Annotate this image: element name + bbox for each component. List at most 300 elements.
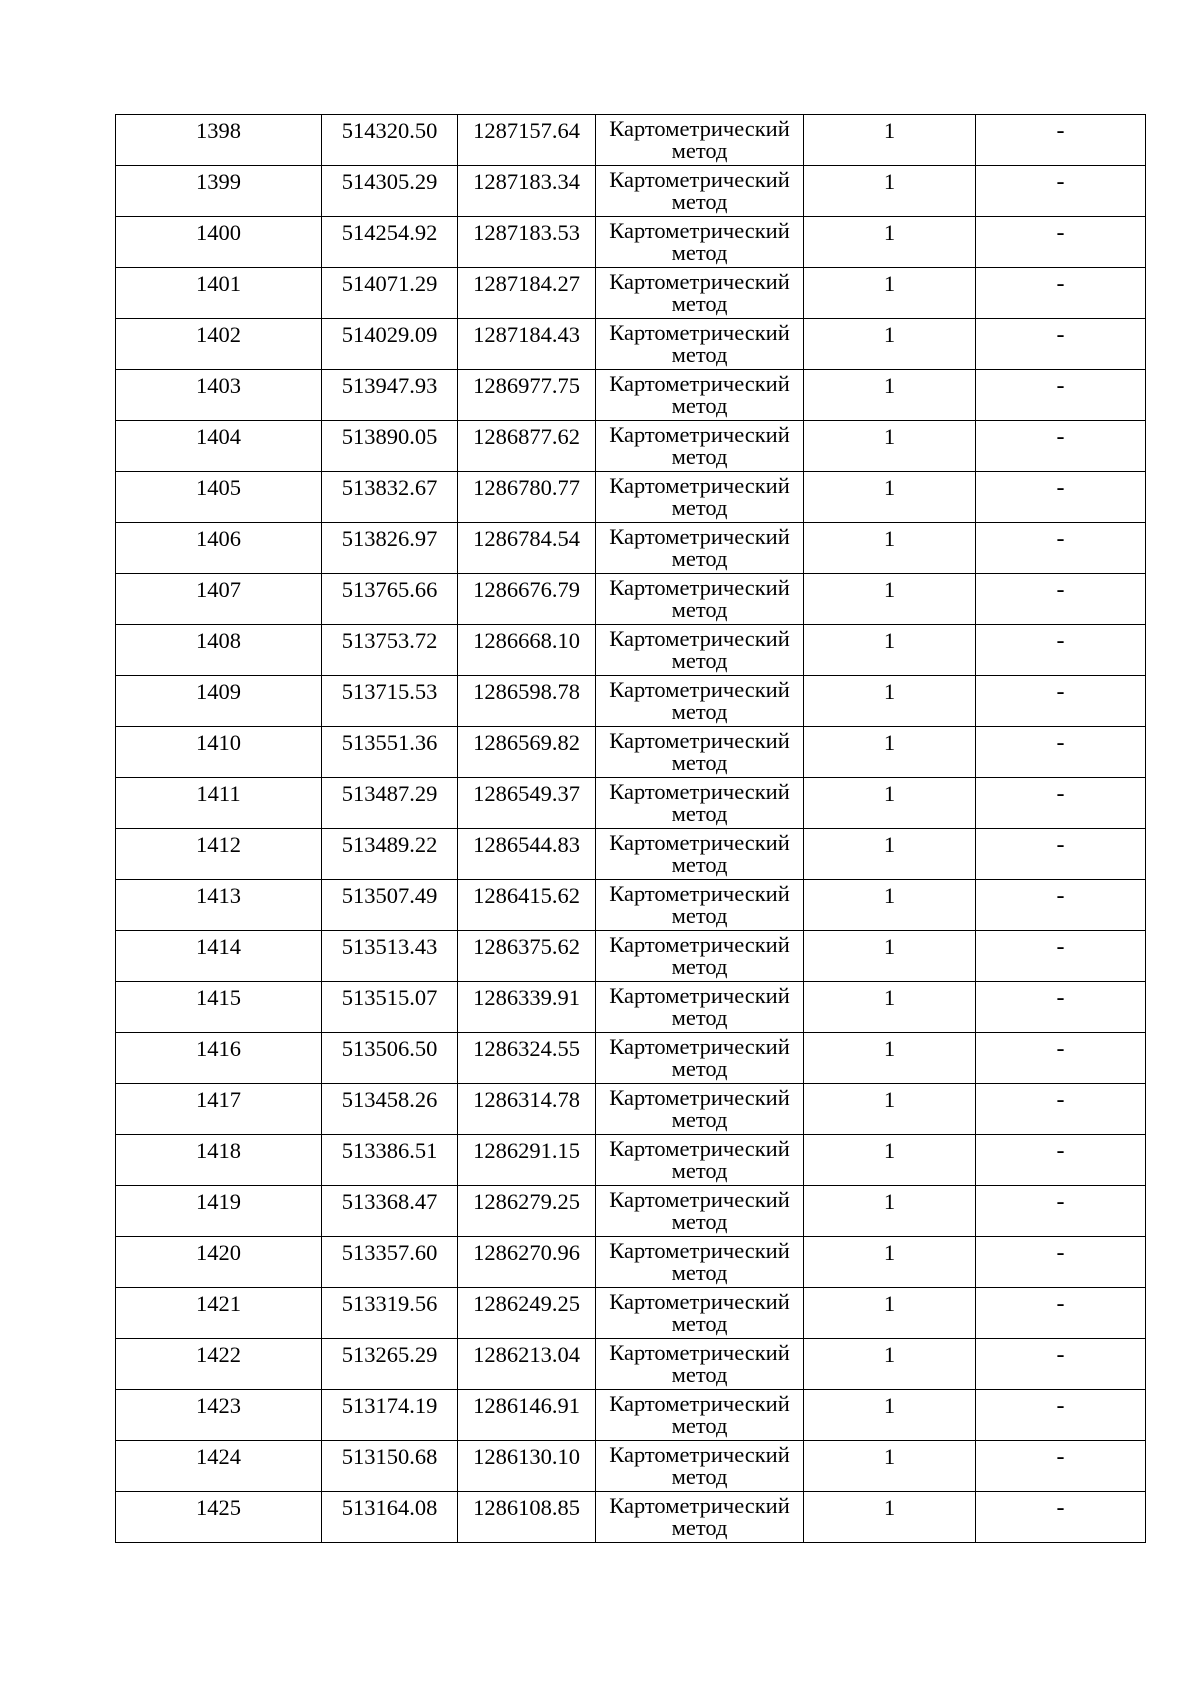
x-coordinate: 514029.09 [341,322,438,347]
point-number: 1401 [196,271,241,296]
x-coordinate: 514254.92 [341,220,438,245]
note-cell [976,421,1146,472]
x-coordinate: 513551.36 [341,730,438,755]
method-line-1: Картометрический [609,116,790,141]
y-coordinate-cell [458,676,596,727]
method-line-1: Картометрический [609,320,790,345]
table-row [116,982,1146,1033]
point-number-cell [116,1186,322,1237]
note-cell [976,1441,1146,1492]
accuracy-cell [804,268,976,319]
method-line-2: метод [671,600,728,622]
method-line-1: Картометрический [609,1085,790,1110]
point-number-cell [116,574,322,625]
accuracy-cell [804,1033,976,1084]
table-row [116,931,1146,982]
note-cell [976,1288,1146,1339]
method-cell [596,1084,804,1135]
x-coordinate-cell [322,370,458,421]
point-number-cell [116,625,322,676]
y-coordinate: 1286668.10 [473,628,580,653]
method-line-1: Картометрический [609,677,790,702]
accuracy-value: 1 [883,679,896,704]
point-number: 1410 [196,730,241,755]
table-row [116,115,1146,166]
y-coordinate-cell [458,370,596,421]
x-coordinate-cell [322,1186,458,1237]
accuracy-cell [804,778,976,829]
y-coordinate-cell [458,1288,596,1339]
method-cell [596,1186,804,1237]
accuracy-cell [804,1186,976,1237]
point-number: 1404 [196,424,241,449]
accuracy-value: 1 [883,271,896,296]
y-coordinate-cell [458,574,596,625]
accuracy-value: 1 [883,424,896,449]
point-number-cell [116,829,322,880]
accuracy-value: 1 [883,1393,896,1418]
y-coordinate: 1287184.27 [473,271,580,296]
accuracy-cell [804,166,976,217]
method-cell [596,472,804,523]
method-line-2: метод [671,1110,728,1132]
coordinates-table [115,114,1146,1543]
method-line-1: Картометрический [609,1238,790,1263]
point-number-cell [116,1492,322,1543]
note-value: - [1056,934,1065,960]
note-cell [976,268,1146,319]
method-line-2: метод [671,294,728,316]
note-cell [976,931,1146,982]
table-row [116,829,1146,880]
x-coordinate: 513715.53 [341,679,438,704]
note-value: - [1056,883,1065,909]
note-value: - [1056,1138,1065,1164]
y-coordinate: 1286544.83 [473,832,580,857]
method-cell [596,319,804,370]
method-cell [596,1339,804,1390]
x-coordinate-cell [322,778,458,829]
method-line-2: метод [671,1416,728,1438]
note-cell [976,1084,1146,1135]
table-row [116,166,1146,217]
x-coordinate-cell [322,676,458,727]
note-value: - [1056,628,1065,654]
x-coordinate: 513513.43 [341,934,438,959]
y-coordinate: 1287157.64 [473,118,580,143]
point-number-cell [116,1033,322,1084]
y-coordinate: 1286598.78 [473,679,580,704]
x-coordinate: 513265.29 [341,1342,438,1367]
x-coordinate-cell [322,166,458,217]
method-line-2: метод [671,498,728,520]
x-coordinate-cell [322,319,458,370]
method-cell [596,1492,804,1543]
note-cell [976,829,1146,880]
method-cell [596,1237,804,1288]
table-row [116,1084,1146,1135]
note-value: - [1056,985,1065,1011]
method-line-1: Картометрический [609,830,790,855]
x-coordinate: 513489.22 [341,832,438,857]
x-coordinate-cell [322,880,458,931]
x-coordinate-cell [322,115,458,166]
note-value: - [1056,373,1065,399]
method-line-1: Картометрический [609,1289,790,1314]
note-value: - [1056,1036,1065,1062]
note-value: - [1056,424,1065,450]
y-coordinate-cell [458,1441,596,1492]
y-coordinate-cell [458,319,596,370]
note-cell [976,217,1146,268]
note-value: - [1056,1495,1065,1521]
point-number: 1399 [196,169,241,194]
note-value: - [1056,1240,1065,1266]
accuracy-cell [804,1390,976,1441]
table-row [116,370,1146,421]
y-coordinate-cell [458,115,596,166]
method-line-1: Картометрический [609,473,790,498]
y-coordinate: 1286415.62 [473,883,580,908]
point-number-cell [116,319,322,370]
point-number: 1406 [196,526,241,551]
point-number-cell [116,421,322,472]
method-line-2: метод [671,1518,728,1540]
accuracy-cell [804,421,976,472]
note-value: - [1056,781,1065,807]
y-coordinate: 1286270.96 [473,1240,580,1265]
y-coordinate: 1286130.10 [473,1444,580,1469]
point-number-cell [116,1237,322,1288]
table-row [116,319,1146,370]
accuracy-value: 1 [883,373,896,398]
x-coordinate-cell [322,931,458,982]
x-coordinate: 513174.19 [341,1393,438,1418]
x-coordinate: 513357.60 [341,1240,438,1265]
accuracy-cell [804,1237,976,1288]
method-cell [596,931,804,982]
table-row [116,1390,1146,1441]
accuracy-value: 1 [883,526,896,551]
accuracy-cell [804,1441,976,1492]
note-value: - [1056,730,1065,756]
accuracy-cell [804,1492,976,1543]
note-value: - [1056,271,1065,297]
method-line-2: метод [671,1212,728,1234]
method-line-1: Картометрический [609,932,790,957]
method-line-1: Картометрический [609,1391,790,1416]
accuracy-cell [804,523,976,574]
accuracy-cell [804,115,976,166]
method-line-2: метод [671,1263,728,1285]
method-line-2: метод [671,192,728,214]
accuracy-cell [804,1288,976,1339]
accuracy-value: 1 [883,1444,896,1469]
x-coordinate: 513947.93 [341,373,438,398]
x-coordinate-cell [322,1237,458,1288]
y-coordinate: 1286780.77 [473,475,580,500]
accuracy-value: 1 [883,883,896,908]
y-coordinate: 1286146.91 [473,1393,580,1418]
point-number: 1415 [196,985,241,1010]
y-coordinate: 1287184.43 [473,322,580,347]
y-coordinate: 1286324.55 [473,1036,580,1061]
note-cell [976,880,1146,931]
method-cell [596,217,804,268]
method-line-1: Картометрический [609,167,790,192]
method-cell [596,115,804,166]
note-value: - [1056,1342,1065,1368]
table-row [116,1237,1146,1288]
x-coordinate: 513368.47 [341,1189,438,1214]
method-line-2: метод [671,549,728,571]
method-line-2: метод [671,804,728,826]
y-coordinate-cell [458,931,596,982]
y-coordinate-cell [458,727,596,778]
method-line-2: метод [671,906,728,928]
x-coordinate-cell [322,727,458,778]
note-cell [976,523,1146,574]
accuracy-cell [804,829,976,880]
method-line-2: метод [671,1314,728,1336]
method-cell [596,1288,804,1339]
y-coordinate: 1286108.85 [473,1495,580,1520]
method-line-2: метод [671,957,728,979]
accuracy-value: 1 [883,730,896,755]
accuracy-cell [804,472,976,523]
method-cell [596,727,804,778]
x-coordinate-cell [322,268,458,319]
note-value: - [1056,679,1065,705]
y-coordinate: 1286375.62 [473,934,580,959]
note-cell [976,472,1146,523]
y-coordinate: 1287183.34 [473,169,580,194]
table-row [116,1288,1146,1339]
method-line-2: метод [671,447,728,469]
method-cell [596,676,804,727]
point-number-cell [116,931,322,982]
accuracy-value: 1 [883,322,896,347]
table-row [116,1033,1146,1084]
note-cell [976,1135,1146,1186]
x-coordinate: 514071.29 [341,271,438,296]
point-number-cell [116,217,322,268]
point-number: 1422 [196,1342,241,1367]
method-line-2: метод [671,753,728,775]
y-coordinate: 1286339.91 [473,985,580,1010]
method-line-1: Картометрический [609,218,790,243]
point-number: 1398 [196,118,241,143]
point-number: 1414 [196,934,241,959]
x-coordinate-cell [322,421,458,472]
accuracy-value: 1 [883,1036,896,1061]
x-coordinate-cell [322,472,458,523]
note-cell [976,1390,1146,1441]
y-coordinate: 1286784.54 [473,526,580,551]
method-line-1: Картометрический [609,983,790,1008]
y-coordinate-cell [458,421,596,472]
table-row [116,778,1146,829]
note-cell [976,370,1146,421]
x-coordinate-cell [322,1033,458,1084]
y-coordinate-cell [458,982,596,1033]
point-number-cell [116,1339,322,1390]
y-coordinate: 1286549.37 [473,781,580,806]
method-cell [596,778,804,829]
point-number-cell [116,166,322,217]
method-line-1: Картометрический [609,1034,790,1059]
note-cell [976,166,1146,217]
x-coordinate-cell [322,1441,458,1492]
method-line-1: Картометрический [609,1442,790,1467]
x-coordinate: 513765.66 [341,577,438,602]
method-line-2: метод [671,702,728,724]
method-cell [596,982,804,1033]
y-coordinate-cell [458,1390,596,1441]
table-row [116,472,1146,523]
accuracy-cell [804,931,976,982]
note-value: - [1056,1444,1065,1470]
point-number-cell [116,523,322,574]
y-coordinate-cell [458,880,596,931]
x-coordinate-cell [322,1492,458,1543]
x-coordinate: 513506.50 [341,1036,438,1061]
method-cell [596,268,804,319]
table-row [116,217,1146,268]
y-coordinate-cell [458,1033,596,1084]
point-number: 1400 [196,220,241,245]
method-cell [596,625,804,676]
method-line-2: метод [671,345,728,367]
note-value: - [1056,118,1065,144]
method-cell [596,574,804,625]
note-value: - [1056,526,1065,552]
point-number-cell [116,982,322,1033]
note-value: - [1056,832,1065,858]
accuracy-value: 1 [883,1087,896,1112]
x-coordinate-cell [322,574,458,625]
method-line-1: Картометрический [609,422,790,447]
accuracy-value: 1 [883,577,896,602]
x-coordinate: 513832.67 [341,475,438,500]
accuracy-value: 1 [883,985,896,1010]
point-number-cell [116,268,322,319]
method-line-1: Картометрический [609,1187,790,1212]
accuracy-cell [804,1084,976,1135]
method-line-2: метод [671,1059,728,1081]
x-coordinate-cell [322,1339,458,1390]
accuracy-value: 1 [883,832,896,857]
y-coordinate: 1286314.78 [473,1087,580,1112]
accuracy-cell [804,574,976,625]
point-number-cell [116,778,322,829]
point-number-cell [116,1084,322,1135]
x-coordinate-cell [322,982,458,1033]
point-number-cell [116,472,322,523]
y-coordinate-cell [458,1135,596,1186]
y-coordinate: 1286213.04 [473,1342,580,1367]
y-coordinate-cell [458,829,596,880]
table-row [116,1339,1146,1390]
x-coordinate: 513164.08 [341,1495,438,1520]
y-coordinate-cell [458,1186,596,1237]
y-coordinate: 1286279.25 [473,1189,580,1214]
y-coordinate-cell [458,523,596,574]
method-line-1: Картометрический [609,881,790,906]
point-number: 1412 [196,832,241,857]
y-coordinate: 1286977.75 [473,373,580,398]
method-line-2: метод [671,396,728,418]
x-coordinate-cell [322,523,458,574]
note-cell [976,676,1146,727]
point-number: 1424 [196,1444,241,1469]
accuracy-value: 1 [883,220,896,245]
point-number: 1407 [196,577,241,602]
point-number-cell [116,727,322,778]
method-cell [596,1033,804,1084]
note-cell [976,319,1146,370]
y-coordinate: 1286569.82 [473,730,580,755]
point-number: 1421 [196,1291,241,1316]
table-row [116,268,1146,319]
point-number: 1409 [196,679,241,704]
accuracy-value: 1 [883,628,896,653]
accuracy-value: 1 [883,1342,896,1367]
x-coordinate: 513507.49 [341,883,438,908]
accuracy-value: 1 [883,118,896,143]
point-number-cell [116,676,322,727]
x-coordinate: 513515.07 [341,985,438,1010]
y-coordinate-cell [458,472,596,523]
x-coordinate: 513826.97 [341,526,438,551]
table-row [116,1492,1146,1543]
y-coordinate: 1286877.62 [473,424,580,449]
note-cell [976,625,1146,676]
x-coordinate-cell [322,217,458,268]
y-coordinate-cell [458,1492,596,1543]
note-value: - [1056,1393,1065,1419]
note-cell [976,1492,1146,1543]
point-number: 1418 [196,1138,241,1163]
accuracy-value: 1 [883,781,896,806]
note-value: - [1056,577,1065,603]
y-coordinate-cell [458,166,596,217]
y-coordinate: 1287183.53 [473,220,580,245]
table-row [116,880,1146,931]
y-coordinate-cell [458,1237,596,1288]
method-line-1: Картометрический [609,1136,790,1161]
method-cell [596,166,804,217]
point-number: 1420 [196,1240,241,1265]
note-cell [976,1186,1146,1237]
method-cell [596,880,804,931]
table-row [116,523,1146,574]
method-cell [596,421,804,472]
method-line-1: Картометрический [609,575,790,600]
table-row [116,421,1146,472]
note-cell [976,982,1146,1033]
note-value: - [1056,1189,1065,1215]
y-coordinate-cell [458,217,596,268]
method-line-1: Картометрический [609,779,790,804]
x-coordinate: 513386.51 [341,1138,438,1163]
note-cell [976,1033,1146,1084]
point-number: 1402 [196,322,241,347]
y-coordinate-cell [458,1339,596,1390]
note-cell [976,1339,1146,1390]
x-coordinate: 513319.56 [341,1291,438,1316]
note-value: - [1056,1087,1065,1113]
